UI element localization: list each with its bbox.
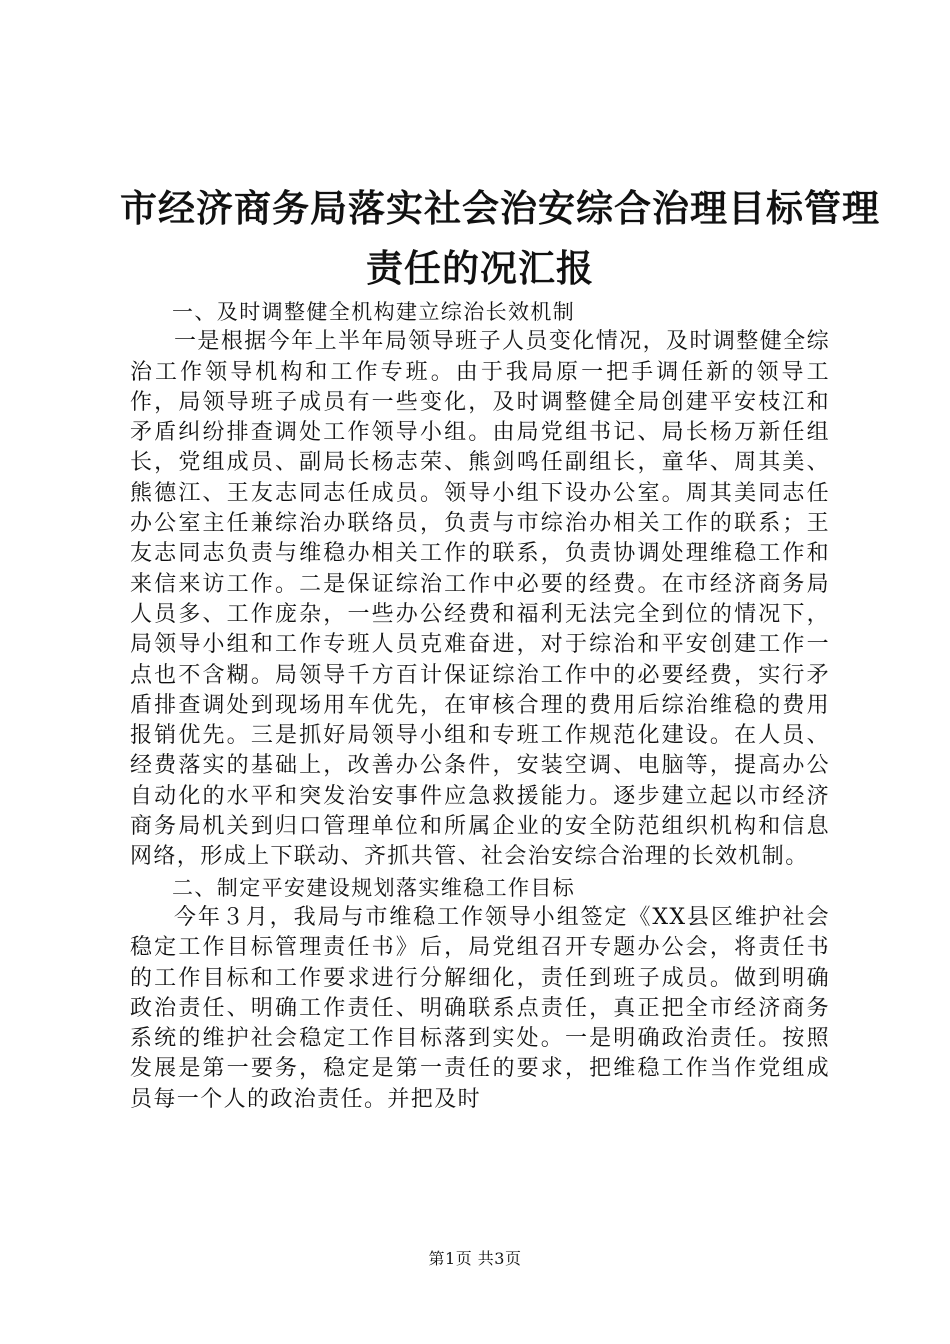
section-1-heading: 一、及时调整健全机构建立综治长效机制 (172, 300, 576, 324)
section-1-paragraph: 一是根据今年上半年局领导班子人员变化情况，及时调整健全综治工作领导机构和工作专班。由于我局原一把手调任新的领导工作，局领导班子成员有一些变化，及时调整健全局创建平安枝江和矛盾纠纷排查调处工作领导小组。由局党组书记、局长杨万新任组长，党组成员、副局长杨志荣、熊剑鸣任副组长，童华、周其美、熊德江、王友志同志任成员。领导小组下设办公室。周其美同志任办公室主任兼综治办联络员，负责与市综治办相关工作的联系；王友志同志负责与维稳办相关工作的联系，负责协调处理维稳工作和来信来访工作。二是保证综治工作中必要的经费。在市经济商务局人员多、工作庞杂，一些办公经费和福利无法完全到位的情况下，局领导小组和工作专班人员克难奋进，对于综治和平安创建工作一点也不含糊。局领导千方百计保证综治工作中的必要经费，实行矛盾排查调处到现场用车优先，在审核合理的费用后综治维稳的费用报销优先。三是抓好局领导小组和专班工作规范化建设。在人员、经费落实的基础上，改善办公条件，安装空调、电脑等，提高办公自动化的水平和突发治安事件应急救援能力。逐步建立起以市经济商务局机关到归口管理单位和所属企业的安全防范组织机构和信息网络，形成上下联动、齐抓共管、社会治安综合治理的长效机制。 (130, 329, 830, 870)
page-footer: 第1页 共3页 (428, 1249, 522, 1268)
document-title-line-1: 市经济商务局落实社会治安综合治理目标管理 (120, 186, 880, 230)
document-body (130, 297, 830, 1115)
document-title-line-2: 责任的况汇报 (366, 246, 594, 290)
section-2-heading: 二、制定平安建设规划落实维稳工作目标 (172, 875, 576, 900)
section-2-paragraph: 今年３月，我局与市维稳工作领导小组签定《XX县区维护社会稳定工作目标管理责任书》后，局党组召开专题办公会，将责任书的工作目标和工作要求进行分解细化，责任到班子成员。做到明确政治责任、明确工作责任、明确联系点责任，真正把全市经济商务系统的维护社会稳定工作目标落到实处。一是明确政治责任。按照发展是第一要务，稳定是第一责任的要求，把维稳工作当作党组成员每一个人的政治责任。并把及时 (130, 904, 830, 1112)
